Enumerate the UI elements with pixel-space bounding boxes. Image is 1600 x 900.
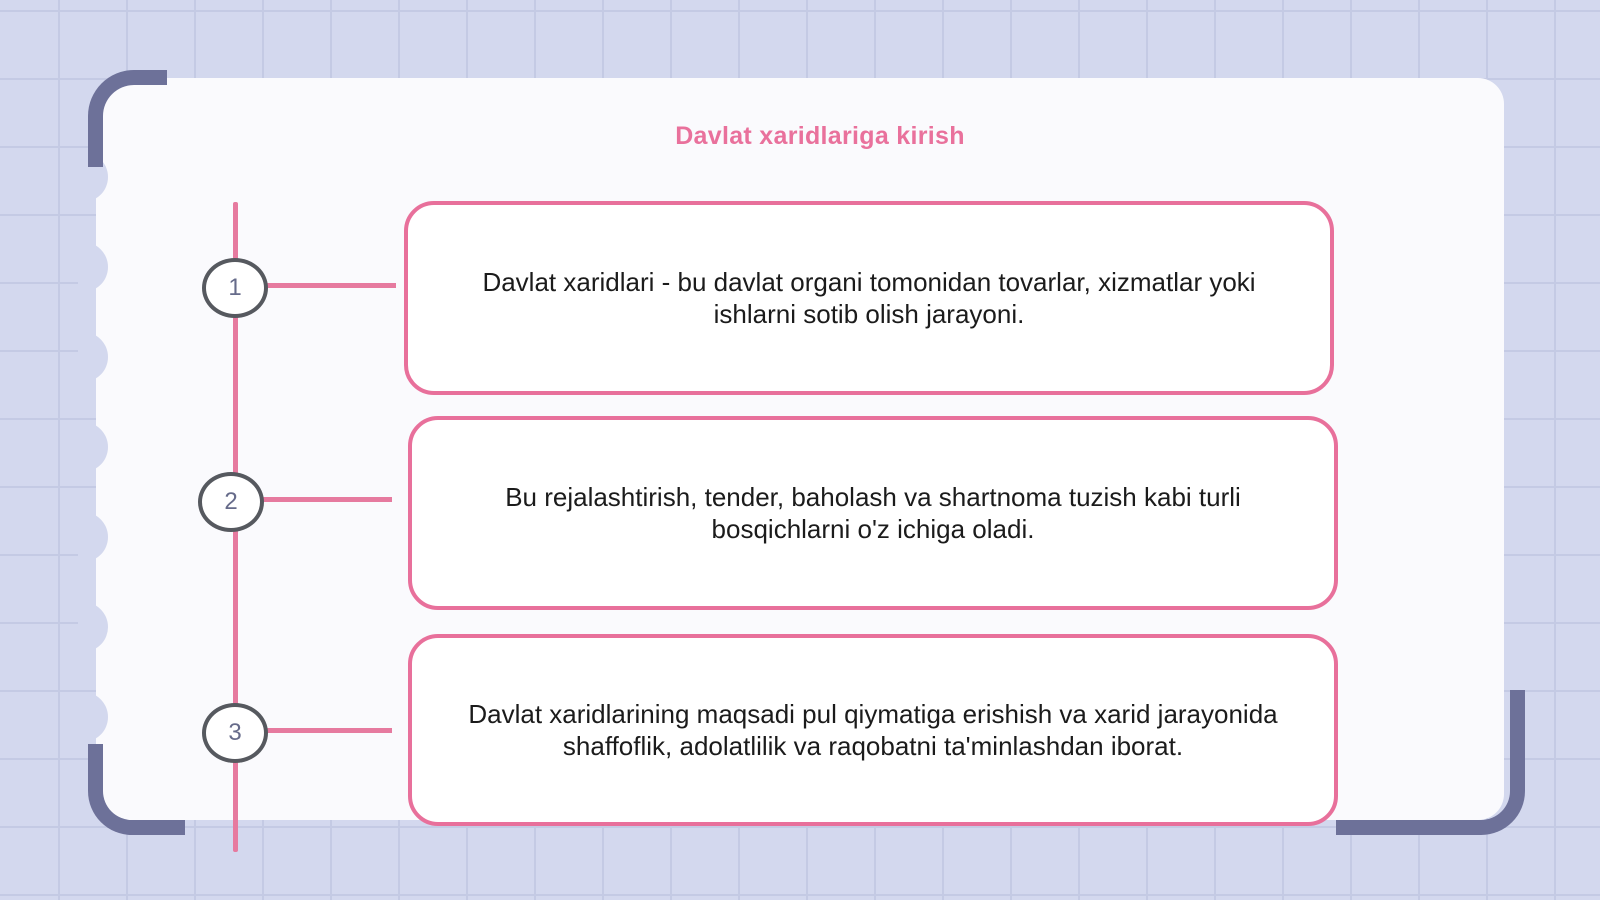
step-card [404,201,1334,395]
step-number-badge: 1 [202,258,268,318]
step-text: Davlat xaridlarining maqsadi pul qiymatiga erishish va xarid jarayonida shaffoflik, adolatlilik va raqobatni ta'minlashdan iborat. [468,699,1278,761]
frame-corner-bottom-left [88,744,185,835]
step-text: Bu rejalashtirish, tender, baholash va shartnoma tuzish kabi turli bosqichlarni o'z ichiga oladi. [505,482,1241,544]
frame-corner-top-left [88,70,167,167]
slide-title: Davlat xaridlariga kirish [675,122,965,150]
step-text: Davlat xaridlari - bu davlat organi tomonidan tovarlar, xizmatlar yoki ishlarni sotib olish jarayoni. [482,267,1256,329]
step-number-badge: 3 [202,703,268,763]
step-connector [262,497,392,502]
frame-corner-bottom-right [1336,690,1525,835]
step-number-badge: 2 [198,472,264,532]
step-connector [266,283,396,288]
step-card [408,416,1338,610]
step-card [408,634,1338,826]
step-connector [266,728,392,733]
